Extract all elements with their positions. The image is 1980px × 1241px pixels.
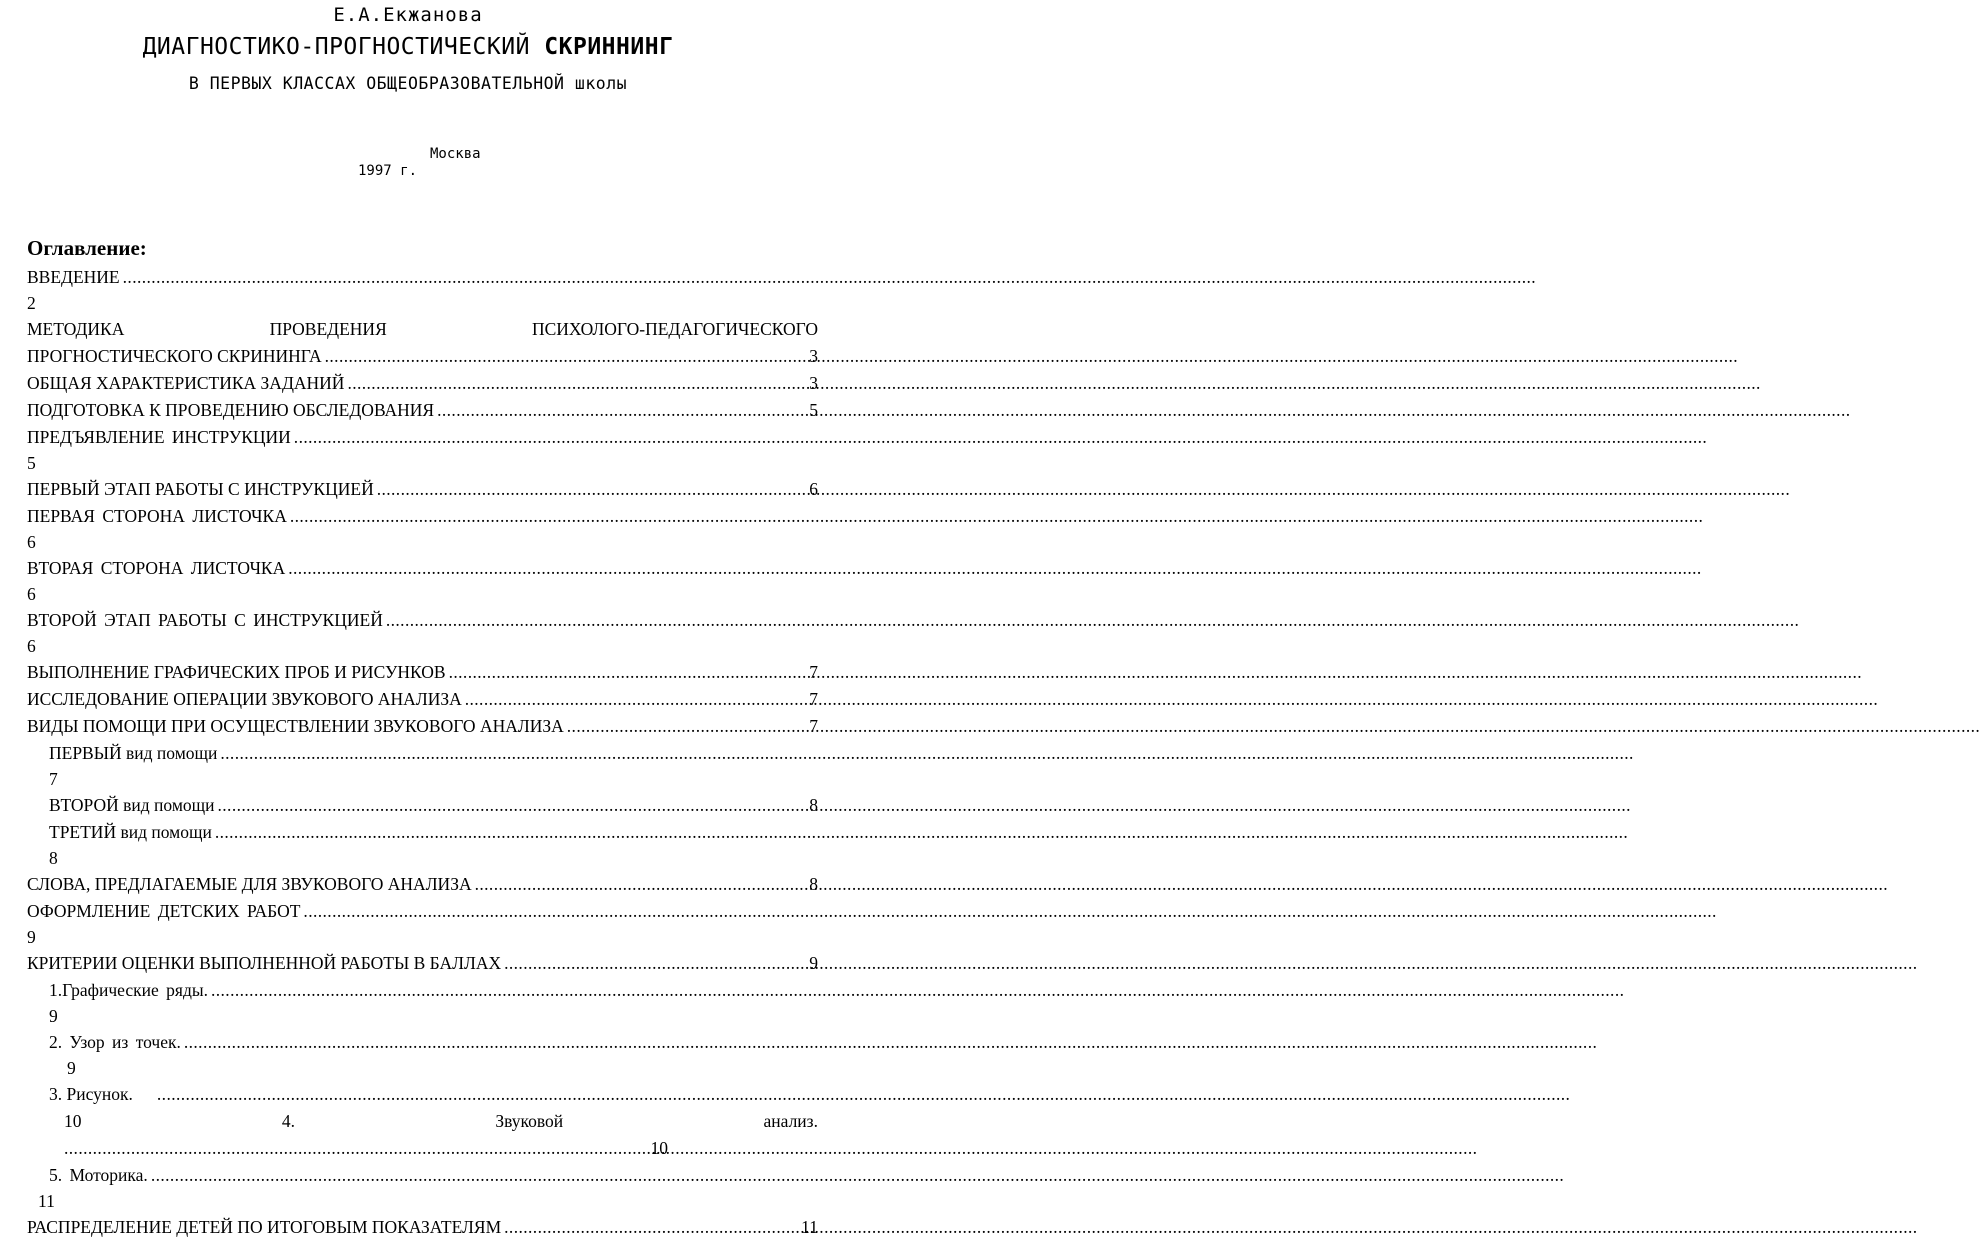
toc-entry-tasks-overview[interactable]	[27, 370, 818, 397]
document-page	[0, 0, 818, 1237]
toc-entry-introduction[interactable]	[27, 264, 818, 291]
toc-entry-title: СЛОВА, ПРЕДЛАГАЕМЫЕ ДЛЯ ЗВУКОВОГО АНАЛИЗА	[27, 874, 472, 894]
toc-entry-second-side[interactable]	[27, 555, 818, 582]
toc-entry-page: 7	[49, 769, 58, 789]
toc-heading: Оглавление:	[27, 236, 147, 260]
toc-entry-instructions[interactable]	[27, 424, 818, 451]
toc-entry-motor[interactable]	[27, 1162, 818, 1189]
document-subtitle: В ПЕРВЫХ КЛАССАХ ОБЩЕОБРАЗОВАТЕЛЬНОЙ школы	[188, 74, 628, 93]
toc-entry-page: 9	[27, 927, 36, 947]
toc-entry-second-stage[interactable]	[27, 607, 818, 634]
toc-entry-title: ТРЕТИЙ вид помощи	[49, 822, 212, 842]
toc-entry-title: ВВЕДЕНИЕ	[27, 267, 120, 287]
toc-entry-page: 8	[49, 848, 58, 868]
toc-entry-page: 7	[809, 689, 818, 709]
toc-entry-title: ПЕРВЫЙ вид помощи	[49, 743, 218, 763]
toc-dot-leader	[294, 424, 815, 451]
toc-entry-page: 9	[809, 953, 818, 973]
toc-entry-page: 9	[67, 1058, 76, 1078]
toc-entry-words[interactable]	[27, 871, 818, 898]
document-title	[0, 34, 816, 60]
toc-dot-leader	[504, 950, 806, 977]
toc-entry-sound-analysis-leader	[27, 1135, 818, 1162]
toc-entry-methodology-line1[interactable]	[27, 316, 818, 343]
toc-entry-page: 7	[809, 662, 818, 682]
toc-dot-leader	[157, 1081, 815, 1108]
toc-entry-title: 2. Узор из точек.	[49, 1032, 181, 1052]
title-bold: СКРИННИНГ	[544, 34, 674, 60]
toc-entry-title: ПРЕДЪЯВЛЕНИЕ ИНСТРУКЦИИ	[27, 427, 291, 447]
toc-entry-page: 6	[27, 636, 36, 656]
toc-entry-title: ПЕРВАЯ СТОРОНА ЛИСТОЧКА	[27, 506, 287, 526]
toc-entry-drawing[interactable]	[27, 1081, 818, 1108]
toc-entry-graphic-tests[interactable]	[27, 659, 818, 686]
toc-entry-preparation[interactable]	[27, 397, 818, 424]
toc-entry-methodology-line2[interactable]	[27, 343, 818, 370]
toc-dot-leader	[123, 264, 815, 291]
toc-word: Звуковой	[495, 1111, 564, 1131]
toc-entry-page: 8	[809, 795, 818, 815]
toc-word: ПРОВЕДЕНИЯ	[269, 319, 387, 339]
toc-entry-page: 10	[64, 1111, 82, 1131]
toc-entry-title: ИССЛЕДОВАНИЕ ОПЕРАЦИИ ЗВУКОВОГО АНАЛИЗА	[27, 689, 462, 709]
toc-entry-title: РАСПРЕДЕЛЕНИЕ ДЕТЕЙ ПО ИТОГОВЫМ ПОКАЗАТЕЛЯМ	[27, 1217, 502, 1237]
toc-entry-help-second[interactable]	[27, 792, 818, 819]
toc-entry-graphic-rows[interactable]	[27, 977, 818, 1004]
toc-word: МЕТОДИКА	[27, 319, 125, 339]
toc-entry-help-first[interactable]	[27, 740, 818, 767]
toc-entry-title: ОФОРМЛЕНИЕ ДЕТСКИХ РАБОТ	[27, 901, 301, 921]
toc-entry-title: ВИДЫ ПОМОЩИ ПРИ ОСУЩЕСТВЛЕНИИ ЗВУКОВОГО АНАЛИЗА	[27, 716, 564, 736]
publication-city: Москва	[430, 146, 481, 162]
toc-entry-title: ВТОРАЯ СТОРОНА ЛИСТОЧКА	[27, 558, 286, 578]
toc-dot-leader	[215, 819, 815, 846]
toc-entry-page: 8	[809, 874, 818, 894]
toc-entry-title: ОБЩАЯ ХАРАКТЕРИСТИКА ЗАДАНИЙ	[27, 373, 345, 393]
publication-year: 1997 г.	[358, 163, 418, 179]
toc-dot-leader	[290, 503, 815, 530]
toc-dot-leader	[151, 1162, 815, 1189]
toc-entry-title: 1.Графические ряды.	[49, 980, 208, 1000]
toc-entry-title: ВТОРОЙ вид помощи	[49, 795, 215, 815]
toc-entry-title: КРИТЕРИИ ОЦЕНКИ ВЫПОЛНЕННОЙ РАБОТЫ В БАЛЛАХ	[27, 953, 502, 973]
toc-entry-page: 11	[38, 1191, 55, 1211]
toc-entry-sound-analysis-study[interactable]	[27, 686, 818, 713]
toc-dot-leader	[184, 1029, 815, 1056]
toc-dot-leader	[325, 343, 807, 370]
toc-entry-page: 3	[809, 346, 818, 366]
toc-entry-first-side[interactable]	[27, 503, 818, 530]
toc-entry-title: 3. Рисунок.	[49, 1084, 133, 1104]
author-name: Е.А.Екжанова	[333, 4, 483, 26]
toc-entry-help-third[interactable]	[27, 819, 818, 846]
toc-entry-dot-pattern[interactable]	[27, 1029, 818, 1056]
toc-entry-title: ПРОГНОСТИЧЕСКОГО СКРИНИНГА	[27, 346, 322, 366]
toc-entry-formatting[interactable]	[27, 898, 818, 925]
toc-word: анализ.	[763, 1111, 818, 1131]
toc-entry-distribution[interactable]	[27, 1214, 818, 1241]
toc-entry-page: 6	[27, 532, 36, 552]
toc-word: ПСИХОЛОГО-ПЕДАГОГИЧЕСКОГО	[531, 319, 818, 339]
toc-entry-page: 6	[27, 584, 36, 604]
toc-entry-page: 6	[809, 479, 818, 499]
toc-entry-title: ПЕРВЫЙ ЭТАП РАБОТЫ С ИНСТРУКЦИЕЙ	[27, 479, 374, 499]
toc-entry-page: 7	[809, 716, 818, 736]
toc-dot-leader	[377, 476, 807, 503]
toc-dot-leader	[64, 1135, 648, 1162]
title-normal: ДИАГНОСТИКО-ПРОГНОСТИЧЕСКИЙ	[142, 34, 545, 60]
toc-entry-title: ВЫПОЛНЕНИЕ ГРАФИЧЕСКИХ ПРОБ И РИСУНКОВ	[27, 662, 446, 682]
toc-dot-leader	[386, 607, 815, 634]
toc-dot-leader	[504, 1214, 798, 1241]
toc-entry-help-types[interactable]	[27, 713, 818, 740]
table-of-contents	[27, 264, 818, 1241]
toc-word: 4.	[281, 1111, 295, 1131]
toc-entry-page: 2	[27, 293, 36, 313]
toc-entry-title: ПОДГОТОВКА К ПРОВЕДЕНИЮ ОБСЛЕДОВАНИЯ	[27, 400, 435, 420]
toc-entry-page: 5	[809, 400, 818, 420]
toc-entry-title: 5. Моторика.	[49, 1165, 148, 1185]
toc-dot-leader	[437, 397, 806, 424]
toc-dot-leader	[465, 686, 807, 713]
toc-entry-sound-analysis[interactable]	[27, 1108, 818, 1135]
toc-dot-leader	[211, 977, 815, 1004]
toc-dot-leader	[218, 792, 807, 819]
toc-dot-leader	[449, 659, 807, 686]
toc-entry-page: 9	[49, 1006, 58, 1026]
toc-entry-first-stage[interactable]	[27, 476, 818, 503]
toc-dot-leader	[303, 898, 815, 925]
toc-dot-leader	[288, 555, 815, 582]
toc-entry-title: ВТОРОЙ ЭТАП РАБОТЫ С ИНСТРУКЦИЕЙ	[27, 610, 383, 630]
toc-dot-leader	[567, 713, 806, 740]
toc-dot-leader	[347, 370, 806, 397]
toc-dot-leader	[475, 871, 807, 898]
toc-entry-page: 3	[809, 373, 818, 393]
toc-entry-criteria[interactable]	[27, 950, 818, 977]
toc-entry-page: 5	[27, 453, 36, 473]
toc-entry-page: 10	[650, 1138, 668, 1158]
toc-dot-leader	[220, 740, 815, 767]
toc-entry-page: 11	[801, 1217, 818, 1237]
